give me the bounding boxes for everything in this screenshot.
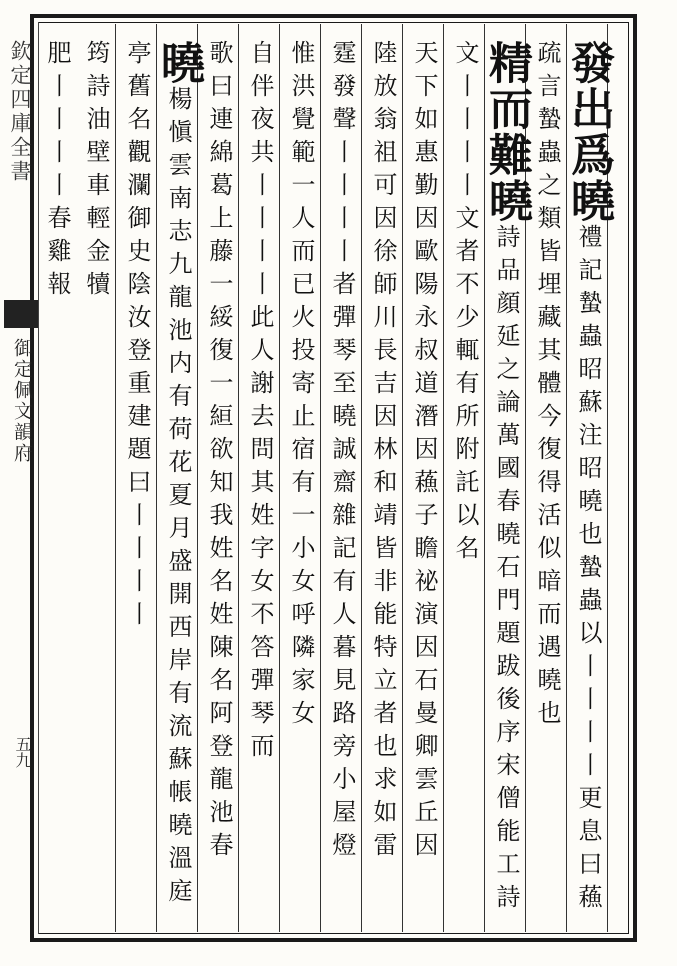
entry-text: 天下如惠勤因歐陽永叔道潛因蘓子瞻祕演因石曼卿雲丘因 <box>410 40 438 865</box>
entry-heading: 精而難曉 <box>481 40 532 224</box>
entry-text: 惟洪覺範一人而已火投寄止宿有一小女呼隣家女 <box>287 40 315 733</box>
entry-text: 文丨丨丨丨文者不少輒有所附託以名 <box>451 40 479 568</box>
entry-text: 筠詩油壁車輕金犢 <box>82 40 110 304</box>
entry-text: 自伴夜共丨丨丨丨此人謝去問其姓字女不答彈琴而 <box>246 40 274 766</box>
entry-heading: 發出爲曉 <box>563 40 614 224</box>
entry-text: 楊愼雲南志九龍池内有荷花夏月盛開西岸有流蘇帳曉溫庭 <box>164 86 192 911</box>
entry-text: 亭舊名觀瀾御史陰汝登重建題曰丨丨丨丨 <box>123 40 151 634</box>
fold-black-mark <box>4 300 38 328</box>
entry-heading: 曉 <box>153 40 204 86</box>
fold-book-title: 欽定四庫全書 <box>8 40 32 184</box>
entry-text: 疏言蟄蟲之類皆埋藏其體今復得活似暗而遇曉也 <box>533 40 561 733</box>
entry-text: 禮記蟄蟲昭蘇注昭曉也蟄蟲以丨丨丨丨更息曰蘓 <box>574 224 602 917</box>
fold-page-number: 五九 <box>13 736 32 768</box>
entry-text: 詩品顔延之論萬國春曉石門題跋後序宋僧能工詩 <box>492 224 520 917</box>
entry-text: 歌曰連綿葛上藤一綏復一絙欲知我姓名姓陳名阿登龍池春 <box>205 40 233 865</box>
text-column <box>42 40 82 920</box>
fold-work-title: 御定佩文韻府 <box>11 338 33 464</box>
entry-text: 肥丨丨丨丨春雞報 <box>43 40 71 304</box>
entry-text: 陸放翁祖可因徐師川長吉因林和靖皆非能特立者也求如雷 <box>369 40 397 865</box>
entry-text: 霆發聲丨丨丨丨者彈琴至曉誠齋雜記有人暮見路旁小屋燈 <box>328 40 356 865</box>
